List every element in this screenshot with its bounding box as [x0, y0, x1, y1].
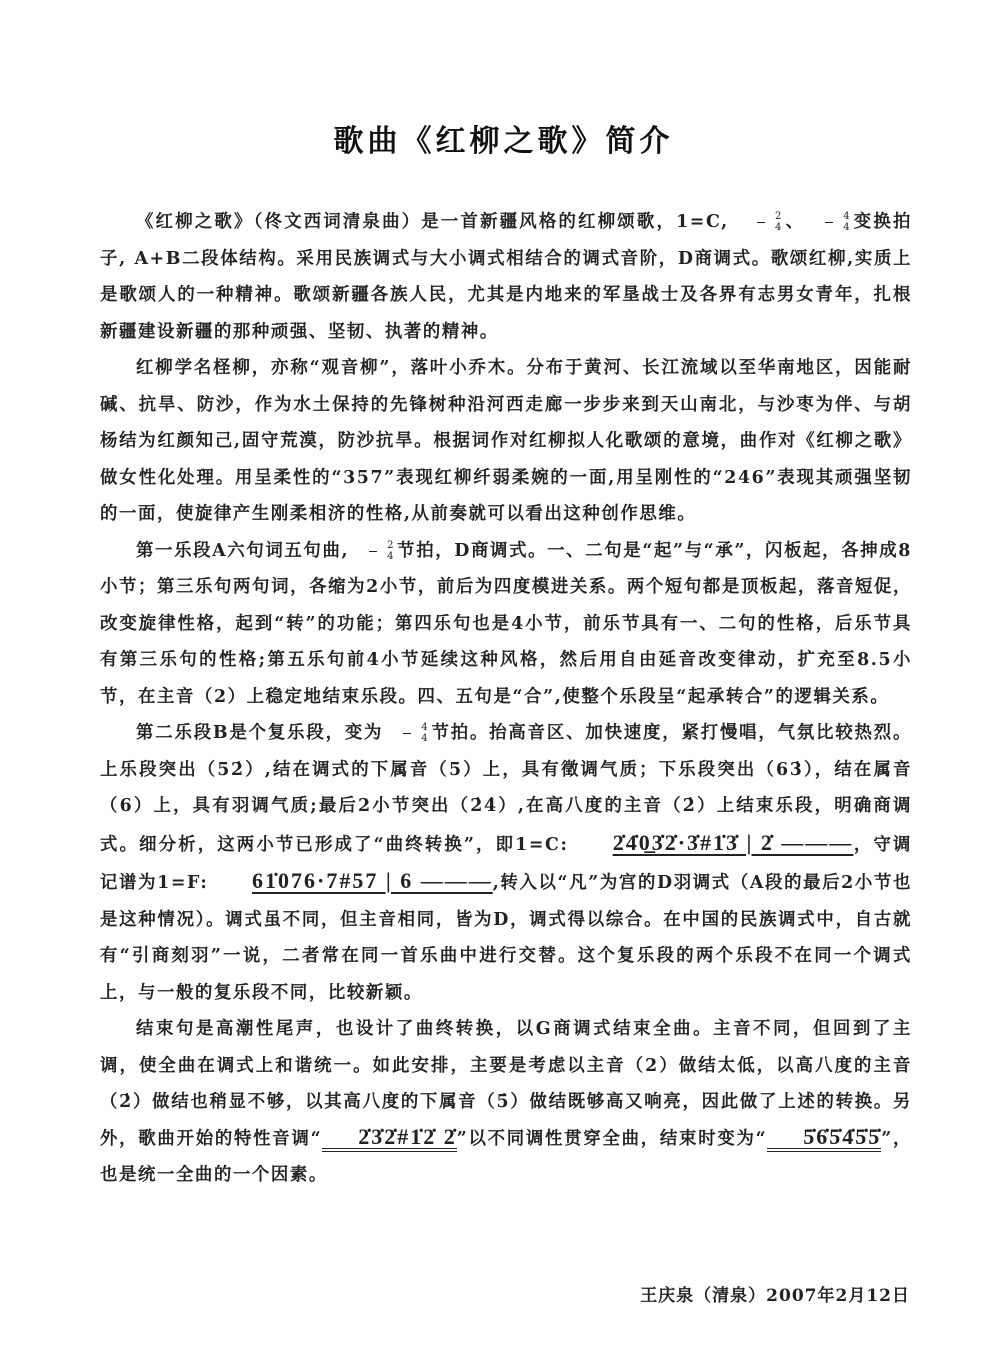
time-signature-4-4: $\frac{4}{4}$ [807, 212, 851, 233]
paragraph-text: 第二乐段B是个复乐段，变为 [136, 723, 384, 743]
paragraph-text: 红柳学名柽柳，亦称“观音柳”，落叶小乔木。分布于黄河、长江流域以至华南地区，因能耐碱、抗旱、防沙，作为水土保持的先锋树种沿河西走廊一步步来到天山南北，与沙枣为伴、与胡杨结为红颜知己,固守荒漠，防沙抗旱。根据词作对红柳拟人化歌颂的意境，曲作对《红柳之歌》做女性化处理。用呈柔性的“357”表现红柳纤弱柔婉的一面,用呈刚性的“246”表现其顽强坚韧的一面，使旋律产生刚柔相济的性格,从前奏就可以看出这种创作思维。 [100, 358, 912, 524]
paragraph-text: 节拍。抬高音区、加快速度，紧打慢唱，气氛比较热烈。上乐段突出（52̇）,结在调式的下属音（5）上，具有徵调气质；下乐段突出（63̇），结在属音（6）上，具有羽调气质;最后2小节突出（2̇4̇）,在高八度的主音（2̇）上结束乐段，明确商调式。细分析，这两小节已形成了“曲终转换”，即1=C: [100, 723, 912, 855]
time-signature-2-4: $\frac{2}{4}$ [739, 212, 783, 233]
paragraph-text: ,转入以“凡”为宫的D羽调式（A段的最后2小节也是这种情况）。调式虽不同，但主音相同，皆为D，调式得以综合。在中国的民族调式中，自古就有“引商刻羽”一说，二者常在同一首乐曲中进行交替。这个复乐段的两个乐段不在同一个调式上，与一般的复乐段不同，比较新颖。 [100, 873, 912, 1003]
page-title: 歌曲《红柳之歌》简介 [333, 124, 674, 159]
music-notation-f-key: 61̇076·7#57 | 6 ——— [252, 868, 493, 893]
time-signature-2-4: $\frac{2}{4}$ [351, 541, 395, 562]
paragraph-text: 《红柳之歌》（佟文西词清泉曲）是一首新疆风格的红柳颂歌，1=C, [136, 212, 729, 232]
paragraph-intro: 《红柳之歌》（佟文西词清泉曲）是一首新疆风格的红柳颂歌，1=C, $\frac{2}{4}$ 、 $\frac{4}{4}$ 变换拍子, A+B二段体结构。采用民族调式与大小调式相结合的调式音阶，D商调式。歌颂红柳,实质上是歌颂人的一种精神。歌颂新疆各族人民，尤其是内地来的军垦战士及各界有志男女青年，扎根新疆建设新疆的那种顽强、坚韧、执著的精神。 [100, 211, 912, 342]
paragraph-section-b [100, 715, 912, 1011]
paragraph-text: 第一乐段A六句词五句曲, [136, 540, 350, 561]
music-notation-motif: 2̇3̇2̇#1̇2̇ 2̇ [322, 1126, 457, 1152]
paragraph-ending [100, 1011, 912, 1194]
time-signature-4-4: $\frac{4}{4}$ [385, 723, 429, 744]
author-signature: 王庆泉（清泉）2007年2月12日 [640, 1286, 910, 1306]
paragraph-text: 变换拍子, A+B二段体结构。采用民族调式与大小调式相结合的调式音阶，D商调式。歌颂红柳,实质上是歌颂人的一种精神。歌颂新疆各族人民，尤其是内地来的军垦战士及各界有志男女青年，扎根新疆建设新疆的那种顽强、坚韧、执著的精神。 [100, 212, 912, 342]
paragraph-text: 节拍，D商调式。一、二句是“起”与“承”，闪板起，各抻成8小节；第三乐句两句词，各缩为2小节，前后为四度模进关系。两个短句都是顶板起，落音短促，改变旋律性格，起到“转”的功能；第四乐句也是4小节，前乐节具有一、二句的性格，后乐节具有第三乐句的性格;第五乐句前4小节延续这种风格，然后用自由延音改变律动，扩充至8.5小节，在主音（2）上稳定地结束乐段。四、五句是“合”,使整个乐段呈“起承转合”的逻辑关系。 [100, 540, 912, 707]
paragraph-section-a [100, 533, 912, 716]
paragraph-text: ”，也是统一全曲的一个因素。 [100, 1128, 912, 1185]
paragraph-text: 结束句是高潮性尾声，也设计了曲终转换，以G商调式结束全曲。主音不同，但回到了主调，使全曲在调式上和谐统一。如此安排，主要是考虑以主音（2）做结太低，以高八度的主音（2̇）做结也稍显不够，以其高八度的下属音（5̇）做结既够高又响亮，因此做了上述的转换。另外，歌曲开始的特性音调“ [100, 1019, 912, 1149]
music-notation-ending-motif: 5̇6̇5̇4̇5̇5̇ [767, 1126, 881, 1152]
music-notation-c-key: 2̇4̇0̲3̇2̇·3̇#1̇3̇ | 2̇ ——— [612, 829, 854, 855]
paragraph-text: ，守调记谱为1=F: [100, 834, 912, 893]
paragraph-red-willow [100, 350, 912, 533]
paragraph-text: ”以不同调性贯穿全曲，结束时变为“ [456, 1128, 768, 1149]
article-body [100, 204, 912, 1194]
